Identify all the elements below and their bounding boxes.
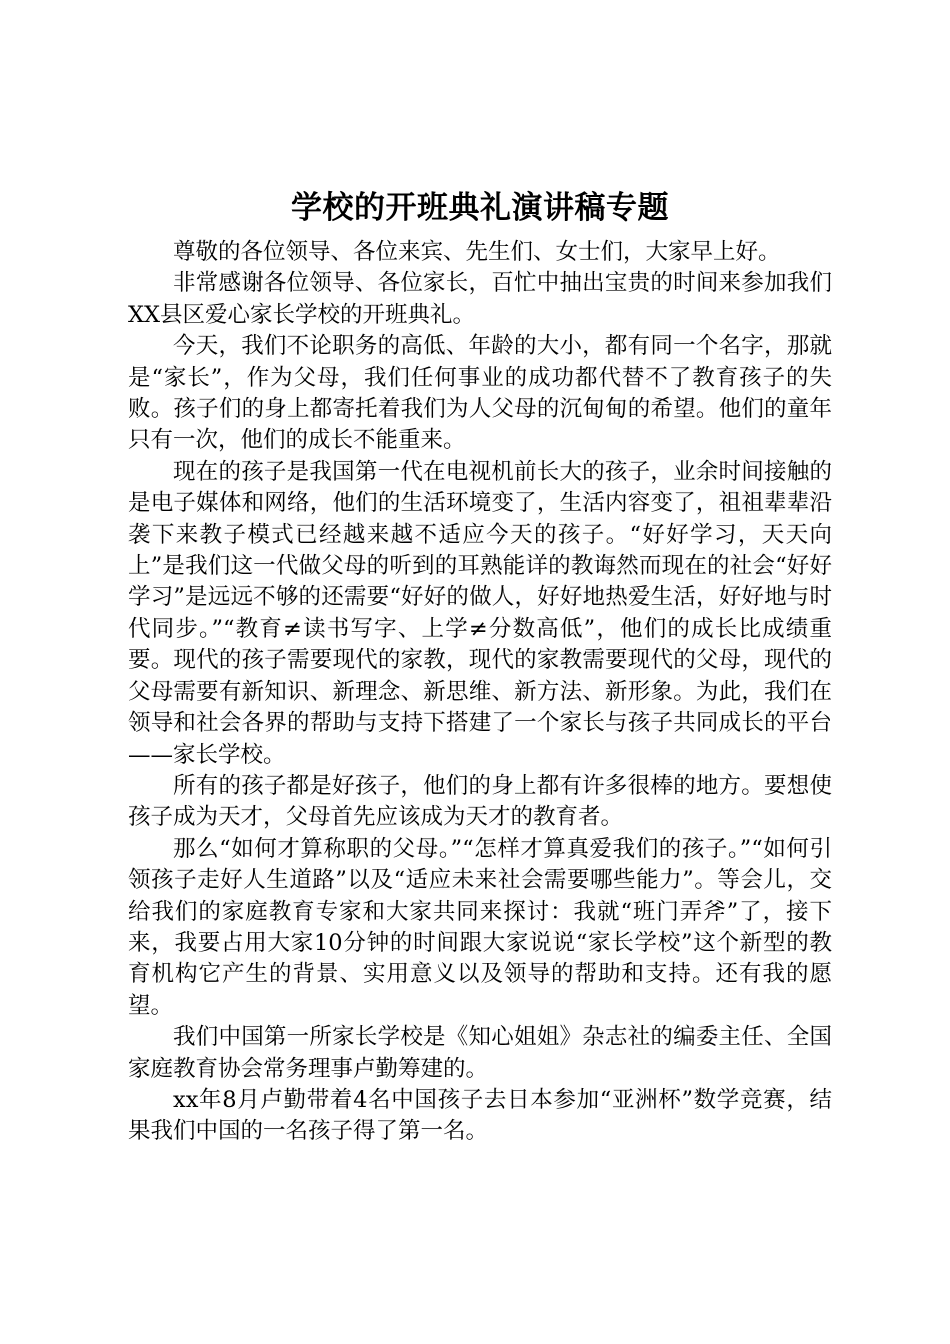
- paragraph-competition: xx年8月卢勤带着4名中国孩子去日本参加“亚洲杯”数学竞赛，结果我们中国的一名孩子得了第一名。: [128, 1086, 832, 1145]
- document-body: [128, 237, 832, 1148]
- paragraph-first-school: 我们中国第一所家长学校是《知心姐姐》杂志社的编委主任、全国家庭教育协会常务理事卢勤筹建的。: [128, 1024, 832, 1082]
- paragraph-greeting: 尊敬的各位领导、各位来宾、先生们、女士们，大家早上好。: [173, 239, 781, 265]
- paragraph-good-children: 所有的孩子都是好孩子，他们的身上都有许多很棒的地方。要想使孩子成为天才，父母首先应该成为天才的教育者。: [128, 772, 832, 831]
- paragraph-questions: 那么“如何才算称职的父母。”“怎样才算真爱我们的孩子。”“如何引领孩子走好人生道路”以及“适应未来社会需要哪些能力”。等会儿，交给我们的家庭教育专家和大家共同来探讨：我就“班门弄斧”了，接下来，我要占用大家10分钟的时间跟大家说说“家长学校”这个新型的教育机构它产生的背景、实用意义以及领导的帮助和支持。还有我的愿望。: [128, 835, 832, 1019]
- paragraph-modern-children: 现在的孩子是我国第一代在电视机前长大的孩子，业余时间接触的是电子媒体和网络，他们的生活环境变了，生活内容变了，祖祖辈辈沿袭下来教子模式已经越来越不适应今天的孩子。“好好学习，天天向上”是我们这一代做父母的听到的耳熟能详的教诲然而现在的社会“好好学习”是远远不够的还需要“好好的做人，好好地热爱生活，好好地与时代同步。”“教育≠读书写字、上学≠分数高低”，他们的成长比成绩重要。现代的孩子需要现代的家教，现代的家教需要现代的父母，现代的父母需要有新知识、新理念、新思维、新方法、新形象。为此，我们在领导和社会各界的帮助与支持下搭建了一个家长与孩子共同成长的平台——家长学校。: [128, 458, 832, 768]
- document-title: 学校的开班典礼演讲稿专题: [291, 190, 669, 226]
- paragraph-parents: 今天，我们不论职务的高低、年龄的大小，都有同一个名字，那就是“家长”，作为父母，我们任何事业的成功都代替不了教育孩子的失败。孩子们的身上都寄托着我们为人父母的沉甸甸的希望。他们的童年只有一次，他们的成长不能重来。: [128, 333, 832, 454]
- paragraph-thanks: 非常感谢各位领导、各位家长，百忙中抽出宝贵的时间来参加我们XX县区爱心家长学校的开班典礼。: [128, 270, 832, 328]
